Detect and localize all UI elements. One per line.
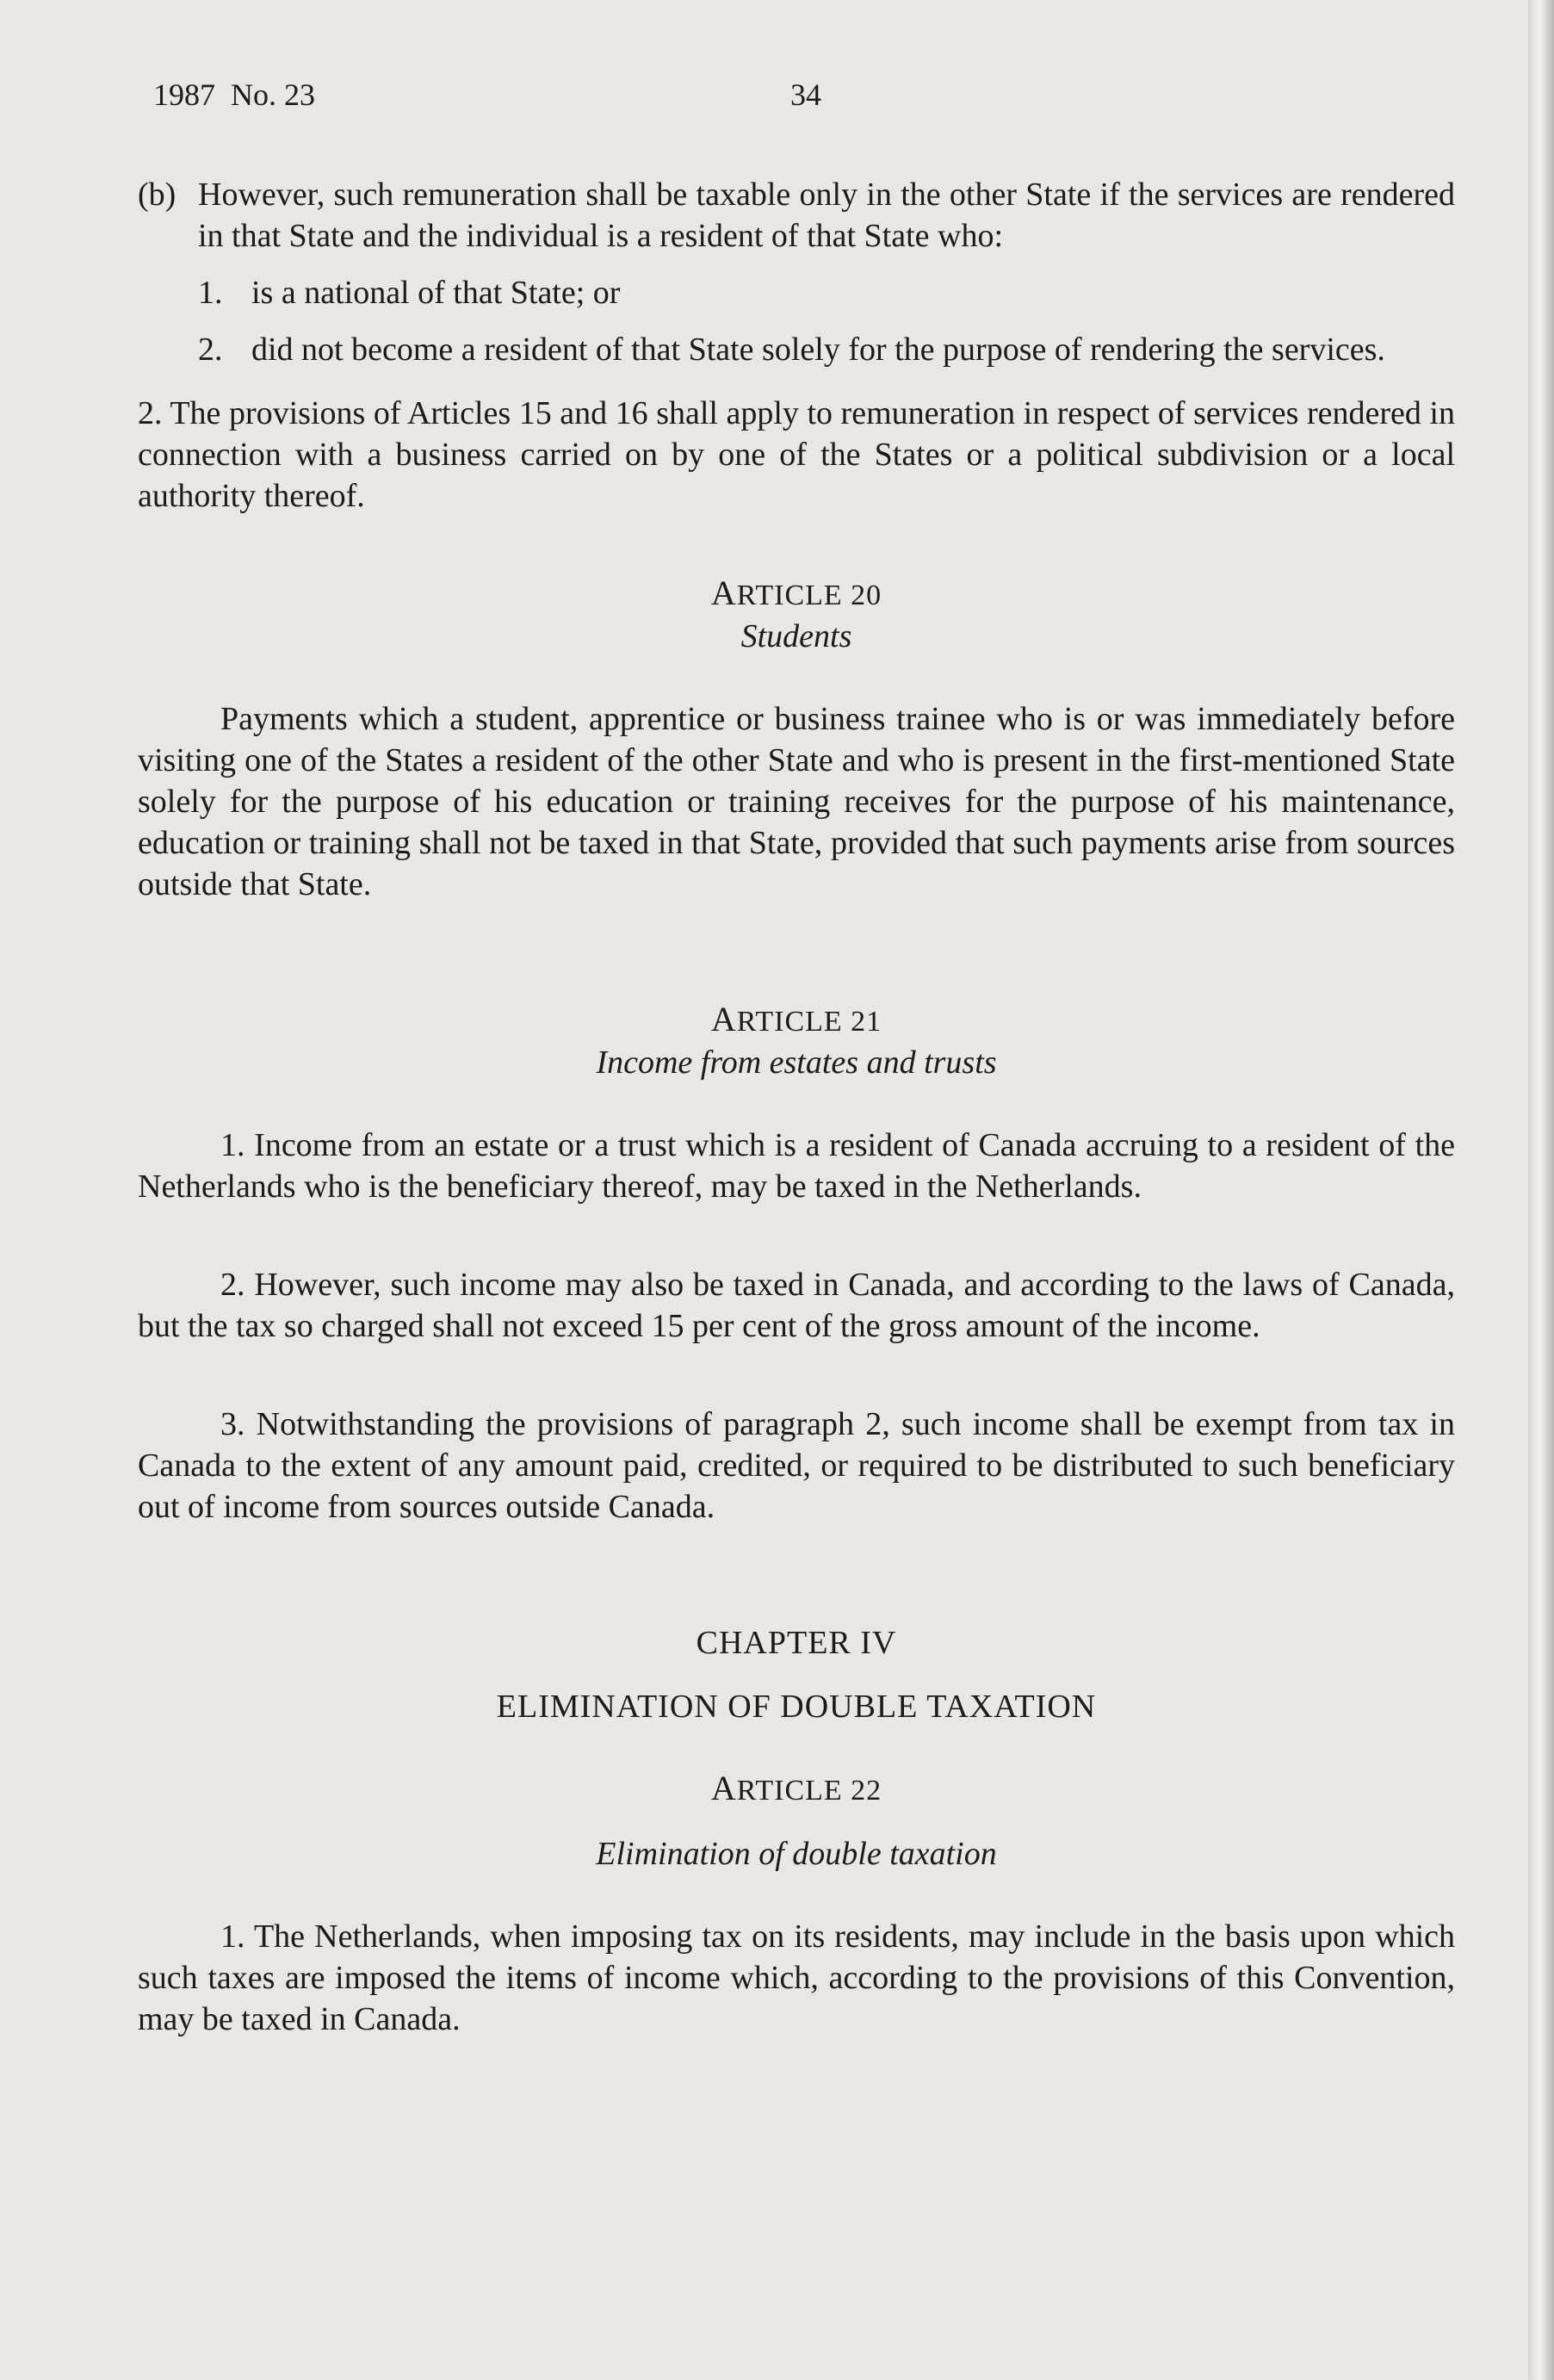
clause-b <box>138 174 1455 257</box>
article-21-heading: ARTICLE 21 <box>710 1000 882 1038</box>
clause-b-item-1-text: is a national of that State; or <box>251 275 621 311</box>
page-number: 34 <box>790 77 821 112</box>
chapter-number: CHAPTER IV <box>696 1625 897 1661</box>
article-20-heading: ARTICLE 20 <box>710 573 882 612</box>
clause-b-text: However, such remuneration shall be taxable only in the other State if the services are rendered in that State and the individual is a resident of that State who: <box>198 177 1455 254</box>
clause-b-item-2 <box>198 329 1455 370</box>
page-body <box>138 174 1455 2040</box>
clause-b-item-2-label: 2. <box>198 332 223 368</box>
clause-b-item-2-text: did not become a resident of that State solely for the purpose of rendering the services. <box>251 332 1385 368</box>
header-year: 1987 <box>153 77 215 112</box>
article-22-paragraph-1: 1. The Netherlands, when imposing tax on its residents, may include in the basis upon which such taxes are imposed the items of income which, according to the provisions of this Convention, may be taxed in Canada. <box>138 1918 1455 2037</box>
page-edge <box>1528 0 1554 2380</box>
article-20-text: Payments which a student, apprentice or business trainee who is or was immediately before visiting one of the States a resident of the other State and who is present in the first-mentioned State solely for the purpose of his education or training receives for the purpose of his maintenance, education or training shall not be taxed in that State, provided that such payments arise from sources outside that State. <box>138 701 1455 902</box>
article-21-title: Income from estates and trusts <box>596 1044 997 1081</box>
article-22-heading: ARTICLE 22 <box>710 1769 882 1807</box>
article-22-title: Elimination of double taxation <box>596 1836 997 1872</box>
clause-b-label: (b) <box>138 177 176 213</box>
clause-b-item-1-label: 1. <box>198 275 223 311</box>
article-20-title: Students <box>740 618 852 654</box>
article-21-paragraph-3: 3. Notwithstanding the provisions of paragraph 2, such income shall be exempt from tax in Canada to the extent of any amount paid, credited, or required to be distributed to such beneficiary out of income from sources outside Canada. <box>138 1406 1455 1525</box>
header-number: No. 23 <box>231 77 315 112</box>
paragraph-2: 2. The provisions of Articles 15 and 16 shall apply to remuneration in respect of services rendered in connection with a business carried on by one of the States or a political subdivision or a local authority thereof. <box>138 395 1455 514</box>
clause-b-item-1 <box>198 272 1455 313</box>
article-21-paragraph-2: 2. However, such income may also be taxed in Canada, and according to the laws of Canada, but the tax so charged shall not exceed 15 per cent of the gross amount of the income. <box>138 1267 1455 1344</box>
chapter-title: ELIMINATION OF DOUBLE TAXATION <box>496 1689 1097 1725</box>
article-21-paragraph-1: 1. Income from an estate or a trust which is a resident of Canada accruing to a resident of the Netherlands who is the beneficiary thereof, may be taxed in the Netherlands. <box>138 1127 1455 1205</box>
